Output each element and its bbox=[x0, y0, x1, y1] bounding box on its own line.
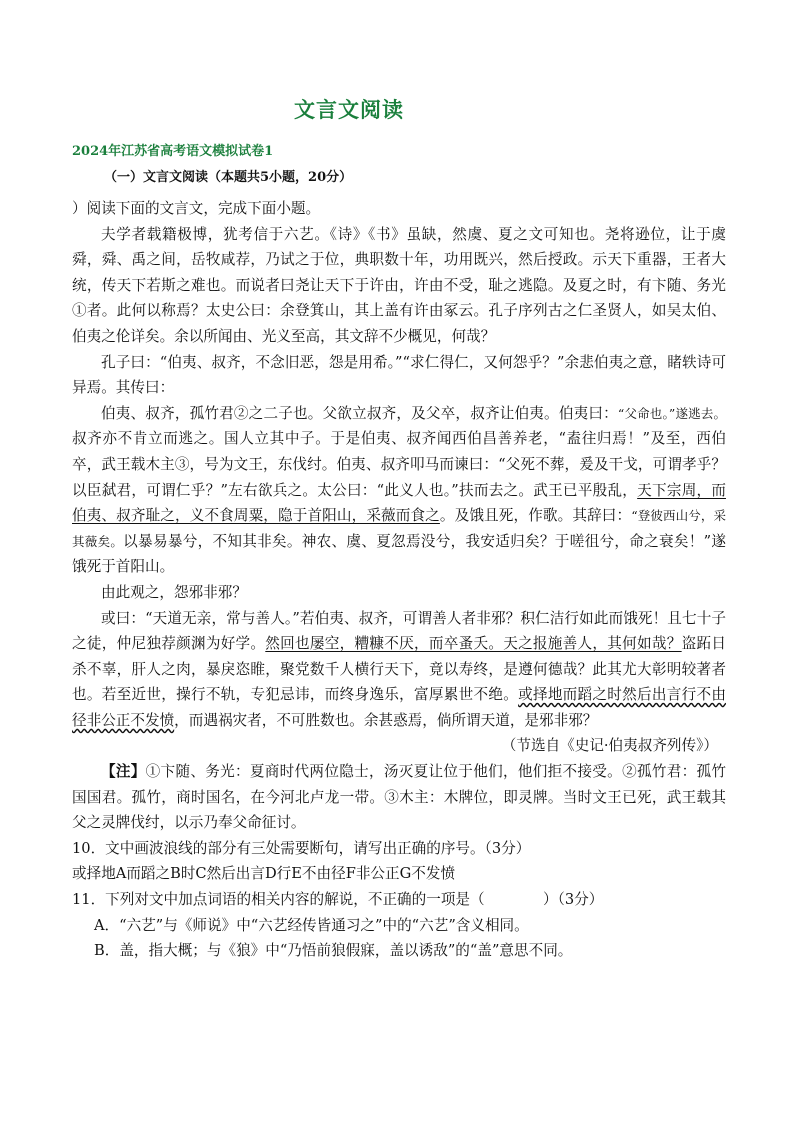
citation: （节选自《史记·伯夷叔齐列传》） bbox=[501, 737, 718, 755]
question-10-text: 或择地A而蹈之B时C然后出言D行E不由径F非公正G不发愤 bbox=[72, 865, 456, 883]
paragraph-3 bbox=[72, 401, 726, 580]
paragraph-3-text-a: 伯夷、叔齐，孤竹君②之二子也。父欲立叔齐，及父卒，叔齐让伯夷。伯夷曰： bbox=[101, 404, 618, 422]
question-11-option-b: B．盖，指大概；与《狼》中“乃悟前狼假寐，盖以诱敌”的“盖”意思不同。 bbox=[94, 942, 573, 960]
underlined-sentence-2: 然回也屡空，糟糠不厌，而卒蚤夭。天之报施善人，其何如哉？ bbox=[265, 635, 682, 653]
annotation-note bbox=[72, 759, 726, 836]
instruction: ）阅读下面的文言文，完成下面小题。 bbox=[72, 200, 321, 217]
paragraph-3-text-d: 。及饿且死，作歌。其辞曰： bbox=[439, 507, 632, 525]
question-11-option-a: A．“六艺”与《师说》中“六艺经传皆通习之”中的“六艺”含义相同。 bbox=[94, 916, 529, 934]
underlined-sentence-1: 天下宗周，而伯夷、叔齐耻之，义不食周粟，隐于首阳山，采薇而食之 bbox=[72, 481, 726, 525]
paragraph-1: 夫学者载籍极博，犹考信于六艺。《诗》《书》虽缺，然虞、夏之文可知也。尧将逊位，让于虞舜，舜、禹之间，岳牧咸荐，乃试之于位，典职数十年，功用既兴，然后授政。示天下重器，王者大统，传天下若斯之难也。而说者曰尧让天下于许由，许由不受，耻之逃隐。及夏之时，有卞随、务光①者。此何以称焉？太史公曰：余登箕山，其上盖有许由冢云。孔子序列古之仁圣贤人，如吴太伯、伯夷之伦详矣。余以所闻由、光义至高，其文辞不少概见，何哉？ bbox=[72, 225, 726, 345]
note-text: ①卞随、务光：夏商时代两位隐士，汤灭夏让位于他们，他们拒不接受。②孤竹君：孤竹国国君。孤竹，商时国名，在今河北卢龙一带。③木主：木牌位，即灵牌。当时文王已死，武王载其父之灵牌伐纣，以示乃奉父命征讨。 bbox=[72, 763, 726, 832]
paragraph-3-text-e: “登彼西山兮，采其薇矣。 bbox=[72, 508, 726, 549]
exam-source: 2024年江苏省高考语文模拟试卷1 bbox=[72, 144, 274, 159]
section-heading: （一）文言文阅读（本题共5小题，20分） bbox=[104, 170, 353, 185]
note-label: 【注】 bbox=[101, 763, 146, 781]
question-11: 11．下列对文中加点词语的相关内容的解说，不正确的一项是（ ）（3分） bbox=[72, 891, 604, 909]
paragraph-3-text-c: 叔齐亦不肯立而逃之。国人立其中子。于是伯夷、叔齐闻西伯昌善养老，“盍往归焉！”及至，西伯卒，武王载木主③，号为文王，东伐纣。伯夷、叔齐叩马而谏曰：“父死不葬，爰及干戈，可谓孝乎？以臣弑君，可谓仁乎？”左右欲兵之。太公曰：“此义人也。”扶而去之。武王已平殷乱， bbox=[72, 430, 726, 499]
paragraph-2: 孔子曰：“伯夷、叔齐，不念旧恶，怨是用希。”“求仁得仁，又何怨乎？”余悲伯夷之意，睹轶诗可异焉。其传曰： bbox=[72, 353, 726, 397]
page-title: 文言文阅读 bbox=[294, 97, 404, 122]
paragraph-5 bbox=[72, 606, 726, 734]
paragraph-5-text-c: ，而遇祸灾者，不可胜数也。余甚惑焉，倘所谓天道，是邪非邪？ bbox=[174, 711, 598, 729]
paragraph-3-text-b: “父命也。”遂逃去。 bbox=[617, 405, 726, 421]
paragraph-5-text-b: 盗跖日杀不辜，肝人之肉，暴戾恣睢，聚党数千人横行天下，竟以寿终，是遵何德哉？此其尤大彰明较著者也。若至近世，操行不轨，专犯忌讳，而终身逸乐，富厚累世不绝。 bbox=[72, 635, 726, 704]
paragraph-4: 由此观之，怨邪非邪？ bbox=[101, 583, 247, 601]
question-10: 10．文中画波浪线的部分有三处需要断句，请写出正确的序号。（3分） bbox=[72, 839, 531, 857]
paragraph-5-text-a: 或曰：“天道无亲，常与善人。”若伯夷、叔齐，可谓善人者非邪？积仁洁行如此而饿死！且七十子之徒，仲尼独荐颜渊为好学。 bbox=[72, 609, 726, 653]
paragraph-3-text-f: 以暴易暴兮，不知其非矣。神农、虞、夏忽焉没兮，我安适归矣？于嗟徂兮，命之衰矣！”遂饿死于首阳山。 bbox=[72, 532, 726, 576]
wavy-underlined-segment: 或择地而蹈之时然后出言行不由径非公正不发愤 bbox=[72, 686, 726, 729]
passage-body bbox=[72, 196, 726, 964]
